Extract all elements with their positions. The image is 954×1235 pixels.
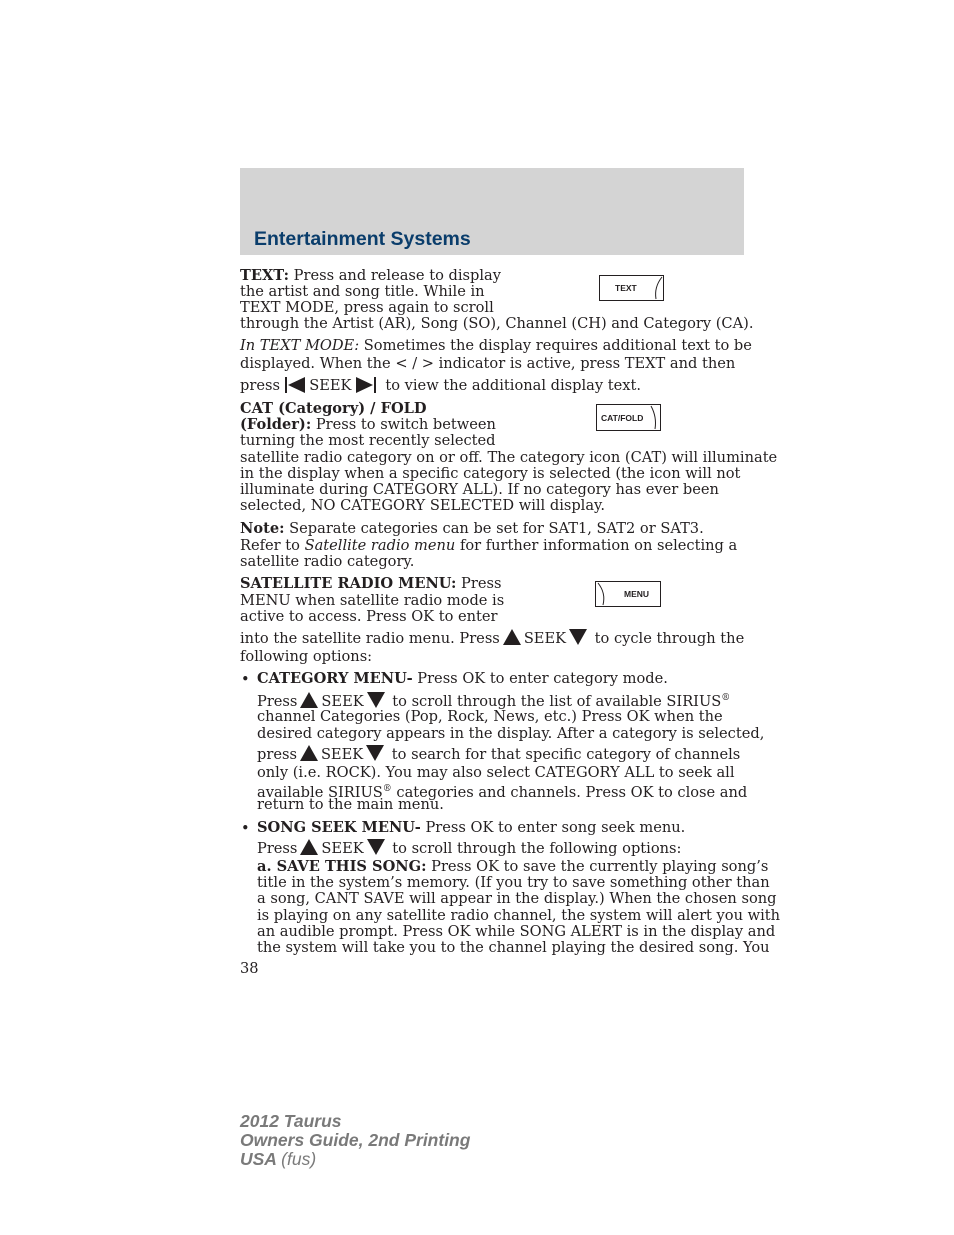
seek-down-icon — [367, 692, 385, 708]
seek-word: SEEK — [523, 630, 567, 647]
footer-code: (fus) — [281, 1149, 317, 1170]
save-song-line-5: an audible prompt. Press OK while SONG ALERT is in the display and — [257, 923, 776, 940]
footer — [240, 1112, 470, 1170]
text-line: Sometimes the display requires additional text to be — [359, 337, 752, 354]
text-line: Separate categories can be set for SAT1, SAT2 or SAT3. — [284, 520, 704, 537]
menu-button-illustration — [595, 581, 661, 607]
footer-line-1: 2012 Taurus — [240, 1111, 342, 1131]
menu-button-label: MENU — [624, 589, 650, 599]
note-line-3: satellite radio category. — [240, 553, 415, 570]
note-line-2 — [240, 538, 737, 554]
text-para-line-4: through the Artist (AR), Song (SO), Channel (CH) and Category (CA). — [240, 315, 754, 332]
bullet: • — [241, 820, 250, 837]
seek-next-icon — [356, 377, 376, 393]
text-line: to scroll through the list of available SIRIUS — [392, 692, 722, 710]
text-line: to view the additional display text. — [385, 377, 641, 394]
seek-up-icon — [503, 629, 521, 645]
menu-line-5: following options: — [240, 648, 373, 665]
satellite-radio-menu-reference: Satellite radio menu — [304, 537, 456, 554]
text-mode-line-3 — [240, 377, 641, 394]
category-menu-line-6: only (i.e. ROCK). You may also select CATEGORY ALL to seek all — [257, 764, 735, 781]
text-line: to scroll through the following options: — [392, 840, 682, 857]
text-line: Press — [257, 692, 298, 710]
page-number: 38 — [240, 960, 259, 977]
save-song-line-1 — [257, 859, 768, 875]
save-song-label: a. SAVE THIS SONG: — [257, 858, 427, 875]
text-line: Press to switch between — [311, 416, 496, 433]
save-song-line-3: a song, CANT SAVE will appear in the display.) When the chosen song — [257, 890, 777, 907]
note-line-1 — [240, 521, 704, 537]
section-title: Entertainment Systems — [254, 228, 471, 250]
text-line: for further information on selecting a — [455, 537, 738, 554]
save-song-line-2: title in the system’s memory. (If you try to save something other than — [257, 874, 770, 891]
text-button-label: TEXT — [615, 283, 637, 293]
seek-down-icon — [569, 629, 587, 645]
category-menu-line-1 — [257, 671, 668, 687]
text-label: TEXT: — [240, 267, 290, 284]
seek-word: SEEK — [320, 746, 364, 763]
song-seek-line-2 — [257, 839, 681, 857]
category-menu-line-4: desired category appears in the display. After a category is selected, — [257, 725, 765, 742]
seek-down-icon — [367, 839, 385, 855]
button-edge-curve — [650, 276, 663, 300]
text-button-illustration — [599, 275, 664, 301]
note-label: Note: — [240, 520, 285, 537]
seek-word: SEEK — [321, 692, 364, 710]
text-mode-line-1 — [240, 338, 752, 354]
text-para-line-3: TEXT MODE, press again to scroll — [240, 299, 494, 316]
catfold-button-label: CAT/FOLD — [601, 413, 644, 423]
footer-line-3 — [240, 1150, 470, 1169]
song-seek-line-1 — [257, 820, 685, 836]
catfold-button-illustration — [596, 404, 661, 431]
text-line: to search for that specific category of channels — [391, 746, 741, 763]
menu-line-3: active to access. Press OK to enter — [240, 608, 498, 625]
text-mode-label: In TEXT MODE: — [240, 337, 360, 354]
text-line: Press — [257, 840, 298, 857]
menu-line-4 — [240, 629, 744, 647]
menu-line-1 — [240, 576, 501, 592]
footer-line-2: Owners Guide, 2nd Printing — [240, 1130, 471, 1151]
seek-up-icon — [300, 839, 318, 855]
registered-mark: ® — [721, 693, 731, 703]
category-menu-label: CATEGORY MENU- — [257, 670, 413, 687]
footer-region: USA — [240, 1149, 282, 1170]
seek-word: SEEK — [321, 840, 364, 857]
text-mode-line-2: displayed. When the < / > indicator is active, press TEXT and then — [240, 355, 736, 372]
category-menu-line-8: return to the main menu. — [257, 796, 444, 813]
text-line: to cycle through the — [594, 630, 745, 647]
seek-previous-icon — [285, 377, 305, 393]
text-line: Press OK to enter category mode. — [412, 670, 668, 687]
category-menu-line-3: channel Categories (Pop, Rock, News, etc.) Press OK when the — [257, 708, 723, 725]
cat-line-2 — [240, 417, 496, 433]
seek-word: SEEK — [309, 377, 352, 394]
cat-line-6: illuminate during CATEGORY ALL). If no category has ever been — [240, 481, 719, 498]
cat-line-3: turning the most recently selected — [240, 432, 496, 449]
save-song-line-6: the system will take you to the channel playing the desired song. You — [257, 939, 770, 956]
song-seek-label: SONG SEEK MENU- — [257, 819, 421, 836]
text-para-line-2: the artist and song title. While in — [240, 283, 485, 300]
text-line: Press and release to display — [289, 267, 501, 284]
text-line: into the satellite radio menu. Press — [240, 630, 500, 647]
text-para-line-1 — [240, 268, 501, 284]
text-line: Press OK to enter song seek menu. — [420, 819, 686, 836]
bullet: • — [241, 671, 250, 688]
text-line: Press — [456, 575, 502, 592]
cat-label-line-1: CAT (Category) / FOLD — [240, 400, 427, 417]
seek-up-icon — [300, 745, 318, 761]
text-line: available SIRIUS — [257, 783, 383, 801]
button-edge-curve — [596, 582, 609, 606]
seek-up-icon — [300, 692, 318, 708]
button-edge-curve — [647, 405, 660, 430]
category-menu-line-5 — [257, 745, 740, 763]
cat-line-4: satellite radio category on or off. The category icon (CAT) will illuminate — [240, 449, 778, 466]
text-line: categories and channels. Press OK to close and — [391, 783, 748, 801]
text-line: press — [240, 377, 280, 394]
seek-down-icon — [366, 745, 384, 761]
menu-label: SATELLITE RADIO MENU: — [240, 575, 457, 592]
text-line: press — [257, 746, 297, 763]
save-song-line-4: is playing on any satellite radio channel, the system will alert you with — [257, 907, 781, 924]
cat-line-5: in the display when a specific category is selected (the icon will not — [240, 465, 741, 482]
menu-line-2: MENU when satellite radio mode is — [240, 592, 505, 609]
cat-line-7: selected, NO CATEGORY SELECTED will display. — [240, 497, 605, 514]
cat-label-2: (Folder): — [240, 416, 312, 433]
registered-mark: ® — [382, 784, 392, 794]
text-line: Press OK to save the currently playing song’s — [426, 858, 769, 875]
text-line: Refer to — [240, 537, 305, 554]
